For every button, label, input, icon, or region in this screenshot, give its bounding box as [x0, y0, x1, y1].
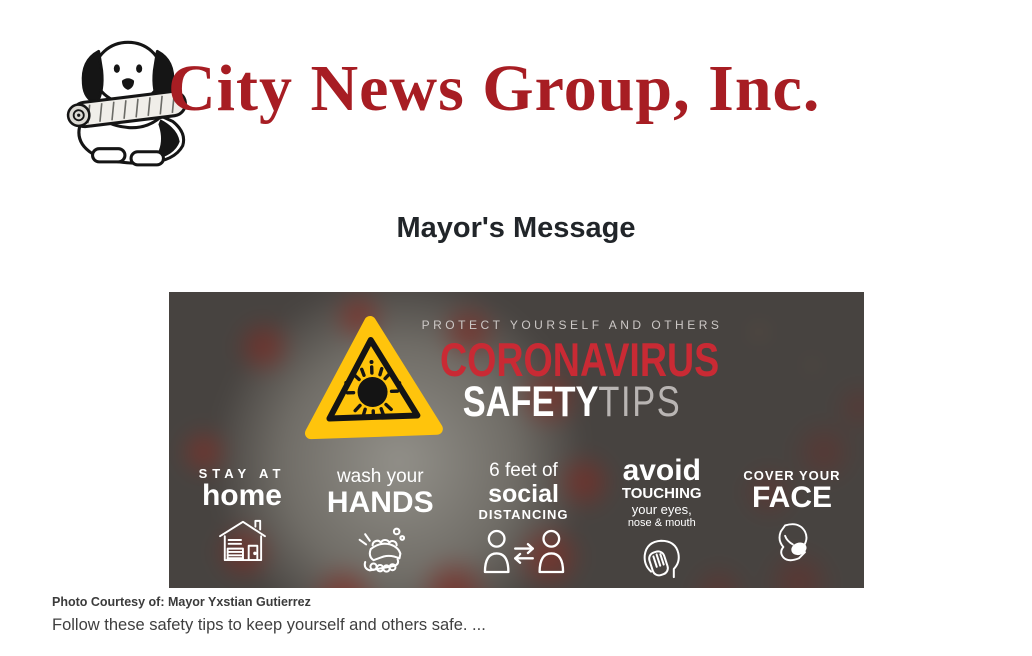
- hand-over-face-icon: [642, 537, 682, 584]
- photo-credit: Photo Courtesy of: Mayor Yxstian Gutierrez: [52, 595, 311, 609]
- face-mask-icon: [773, 520, 811, 567]
- tip-label: COVER YOUR: [743, 468, 841, 483]
- tip-label: TOUCHING: [621, 485, 702, 502]
- banner-title: CORONAVIRUS: [440, 333, 720, 386]
- tip-avoid-touching-face: [607, 456, 717, 578]
- washing-hands-icon: [352, 525, 408, 580]
- tip-label: home: [201, 479, 282, 512]
- tip-stay-at-home: [187, 456, 297, 578]
- banner-kicker: PROTECT YOURSELF AND OTHERS: [421, 318, 723, 332]
- banner-subtitle-light: TIPS: [598, 378, 682, 427]
- masthead: [0, 0, 1032, 190]
- banner-subtitle: [440, 378, 704, 427]
- tip-label: social: [488, 480, 559, 508]
- page-title: Mayor's Message: [396, 212, 636, 244]
- social-distancing-icon: [483, 529, 565, 579]
- tip-label: 6 feet of: [489, 460, 558, 481]
- tip-label: STAY AT: [198, 466, 286, 481]
- article-excerpt: Follow these safety tips to keep yourself and others safe. ...: [52, 616, 486, 634]
- tip-label: HANDS: [326, 486, 434, 519]
- tip-label: DISTANCING: [478, 507, 569, 522]
- tip-cover-your-face: [740, 456, 844, 578]
- house-icon: [217, 518, 267, 567]
- tip-label: FACE: [751, 481, 832, 514]
- tip-label: nose & mouth: [627, 516, 696, 529]
- tip-wash-your-hands: [320, 456, 440, 578]
- safety-tips-banner-image: [169, 292, 864, 588]
- tip-label: your eyes,: [631, 501, 692, 517]
- banner-subtitle-bold: SAFETY: [462, 378, 599, 427]
- tip-label: wash your: [336, 466, 424, 487]
- company-logo-text[interactable]: City News Group, Inc.: [168, 52, 821, 125]
- safety-tips-row: [169, 456, 864, 578]
- tip-label: avoid: [622, 454, 701, 487]
- banner-title-block: [407, 318, 737, 427]
- tip-social-distancing: [464, 456, 584, 578]
